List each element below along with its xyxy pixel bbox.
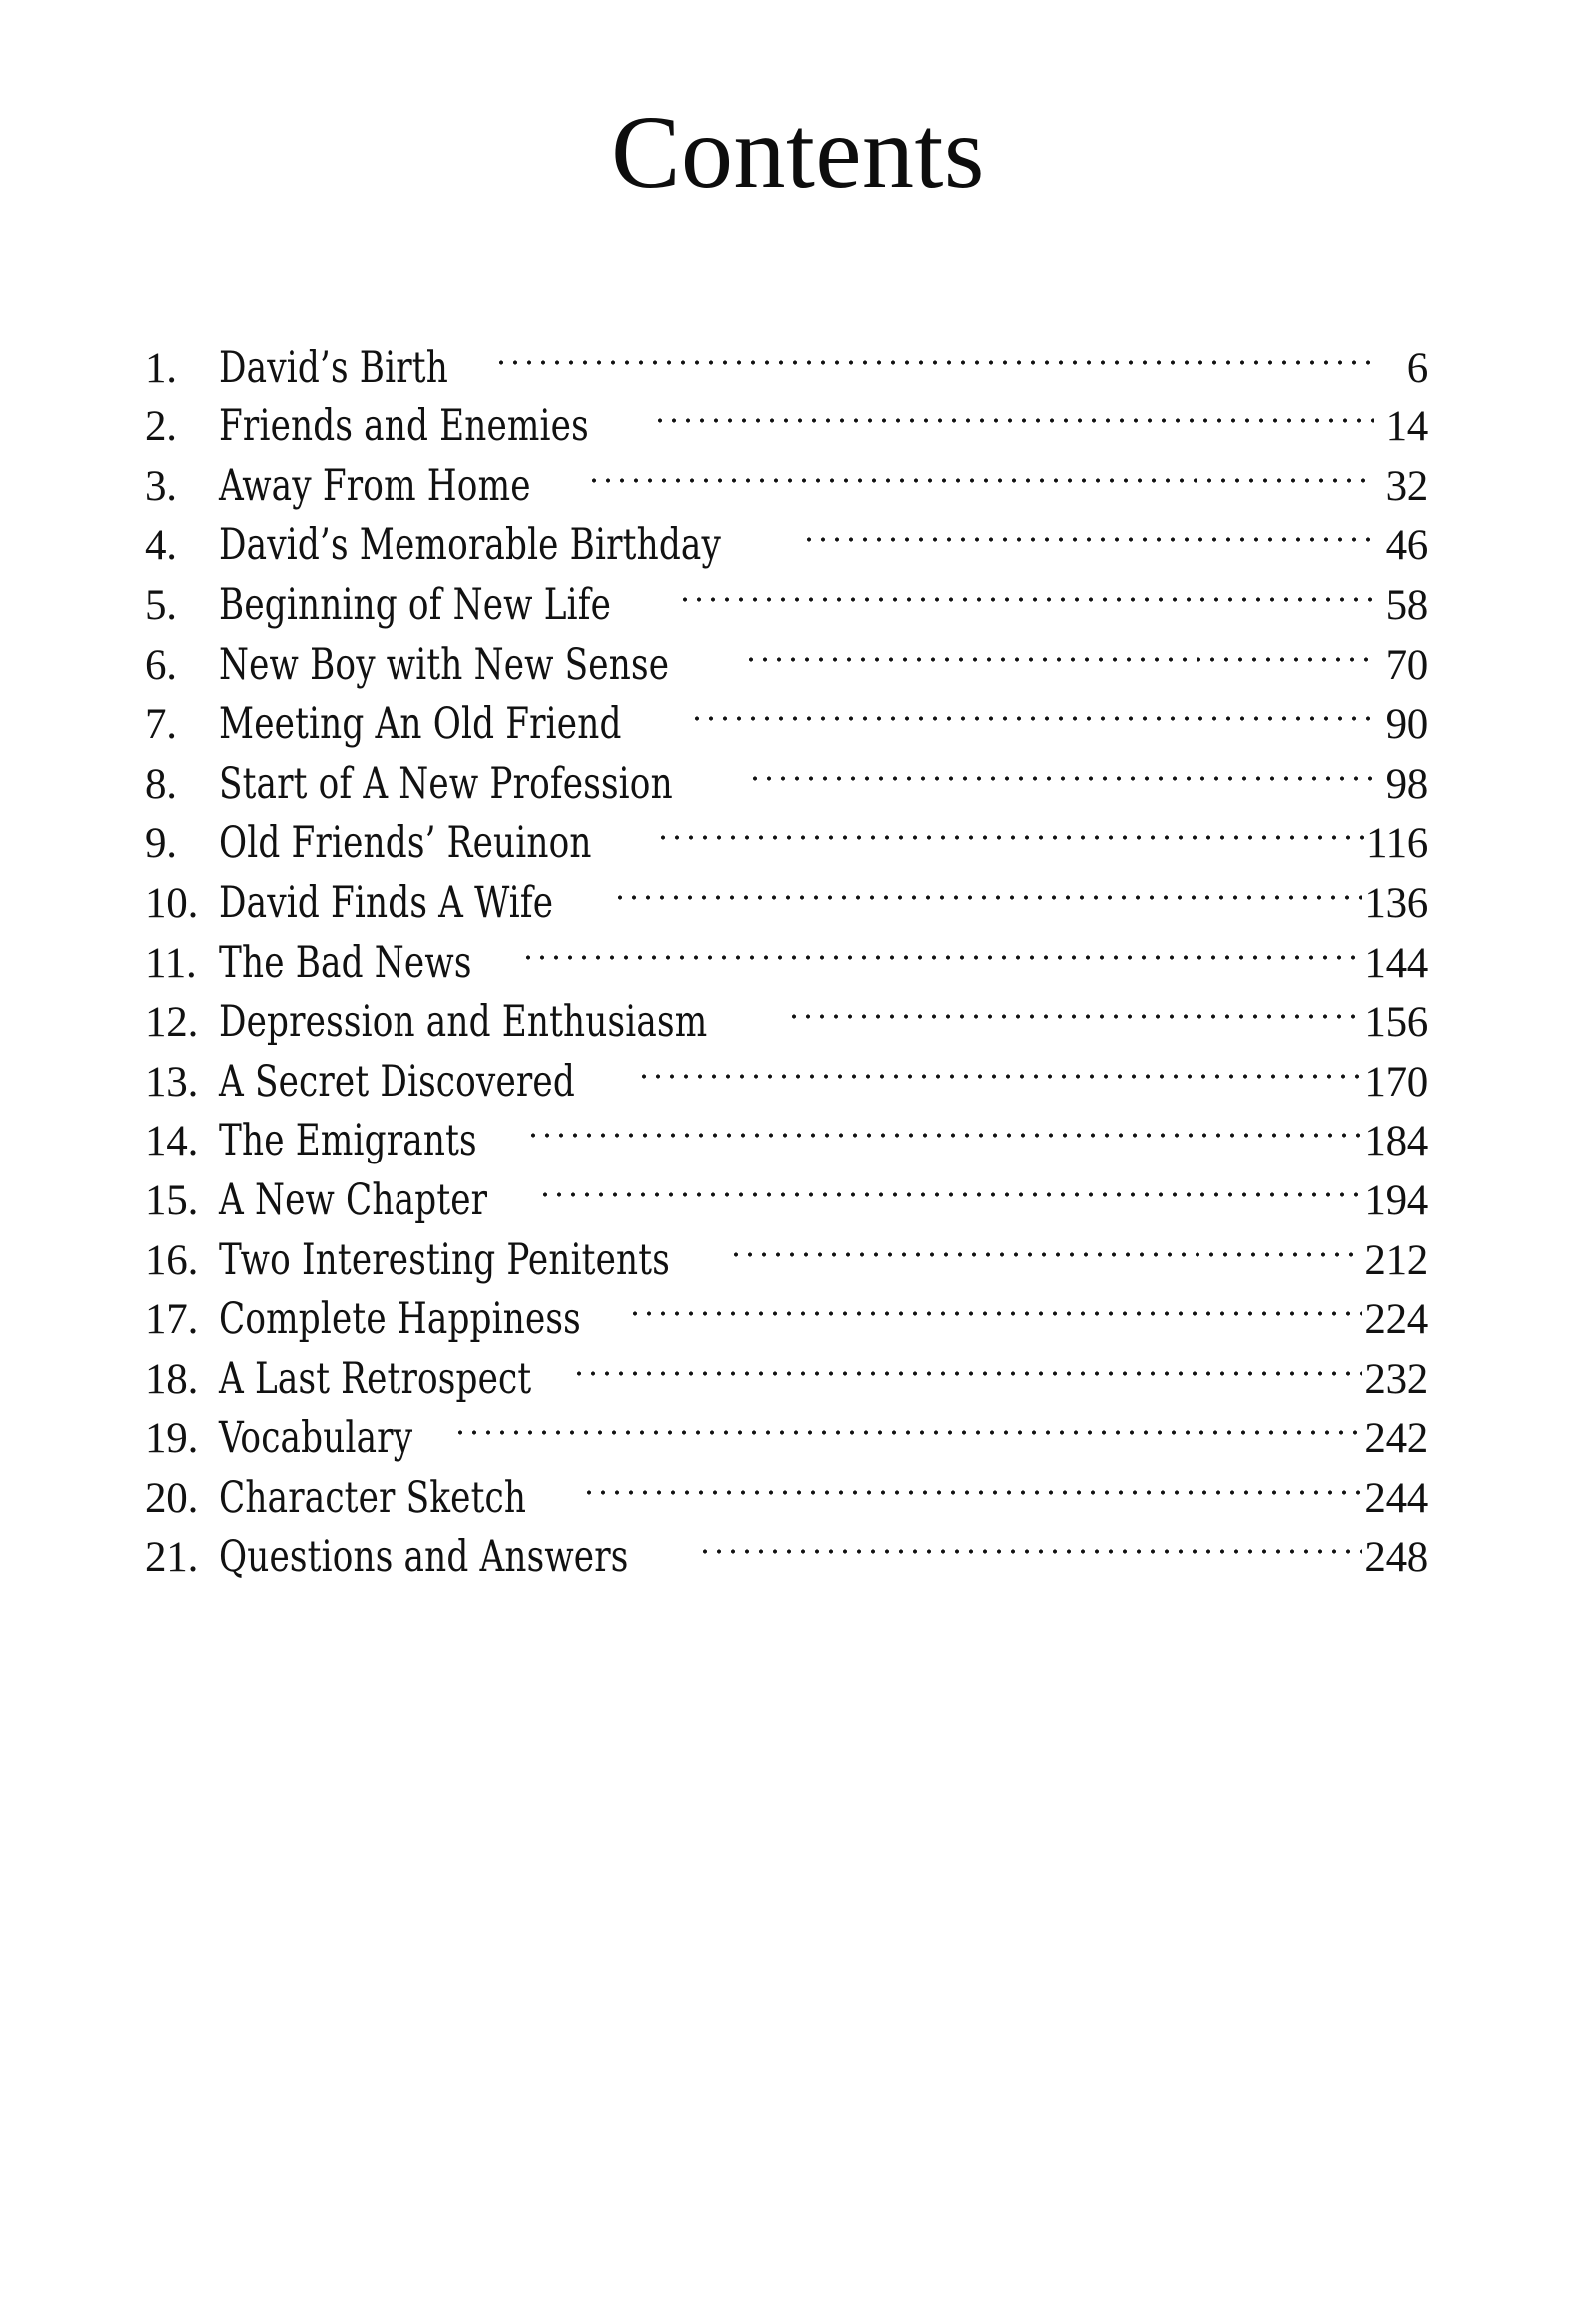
toc-entry-number: 4.: [145, 522, 177, 570]
toc-entry-title: New Boy with New Sense: [219, 639, 670, 690]
toc-entry-number: 6.: [145, 641, 177, 689]
toc-entry-page-number: 212: [1364, 1236, 1428, 1284]
toc-entry-page-number: 156: [1364, 999, 1428, 1047]
toc-dot-leader: [653, 382, 1374, 441]
toc-entry-title: Away From Home: [219, 460, 531, 511]
toc-entry-page-number: 58: [1385, 581, 1428, 629]
toc-entry-number: 11.: [145, 939, 197, 987]
toc-dot-leader: [748, 738, 1374, 798]
toc-entry-page-number: 6: [1406, 344, 1428, 391]
toc-entry-title: A Secret Discovered: [219, 1056, 575, 1107]
toc-entry-page-number: 194: [1364, 1176, 1428, 1224]
toc-dot-leader: [787, 977, 1362, 1037]
toc-dot-leader: [521, 917, 1363, 977]
toc-entry-number: 15.: [145, 1176, 199, 1224]
toc-entry-page-number: 244: [1364, 1474, 1428, 1522]
toc-entry-number: 18.: [145, 1355, 199, 1403]
toc-dot-leader: [494, 322, 1374, 382]
toc-entry-page-number: 14: [1385, 403, 1428, 451]
toc-entry-title: Depression and Enthusiasm: [219, 997, 708, 1048]
toc-entry-title: Meeting An Old Friend: [219, 699, 622, 750]
toc-entry-title: Beginning of New Life: [219, 579, 612, 630]
toc-entry-number: 7.: [145, 701, 177, 749]
toc-entry-number: 20.: [145, 1474, 199, 1522]
toc-entry-number: 13.: [145, 1058, 199, 1106]
toc-entry-number: 8.: [145, 760, 177, 808]
toc-entry-page-number: 184: [1364, 1118, 1428, 1165]
toc-dot-leader: [637, 1036, 1362, 1096]
toc-entry-page-number: 232: [1364, 1355, 1428, 1403]
toc-entry-title: Vocabulary: [219, 1413, 413, 1464]
toc-entry-number: 14.: [145, 1118, 199, 1165]
toc-entry-title: The Bad News: [219, 937, 472, 988]
toc-dot-leader: [453, 1393, 1362, 1453]
page-title: Contents: [611, 95, 985, 210]
toc-entry-title: Old Friends’ Reuinon: [219, 818, 592, 869]
toc-dot-leader: [628, 1274, 1362, 1334]
toc-entry-number: 21.: [145, 1534, 199, 1582]
toc-entry-title: Character Sketch: [219, 1472, 527, 1523]
toc-entry-number: 5.: [145, 581, 177, 629]
toc-entry-title: Complete Happiness: [219, 1294, 581, 1345]
toc-entry-page-number: 224: [1364, 1296, 1428, 1344]
toc-entry-title: David’s Memorable Birthday: [219, 520, 722, 571]
toc-dot-leader: [656, 798, 1364, 858]
toc-entry-page-number: 70: [1385, 641, 1428, 689]
toc-entry-number: 9.: [145, 820, 177, 868]
toc-entry-title: A New Chapter: [219, 1174, 488, 1225]
toc-dot-leader: [572, 1333, 1362, 1393]
toc-dot-leader: [744, 619, 1374, 679]
toc-entry-number: 1.: [145, 344, 177, 391]
toc-entry-page-number: 32: [1385, 462, 1428, 510]
toc-entry-page-number: 98: [1385, 760, 1428, 808]
toc-entry[interactable]: [145, 322, 1428, 392]
toc-entry-title: David’s Birth: [219, 342, 448, 392]
toc-dot-leader: [582, 1452, 1362, 1512]
toc-dot-leader: [587, 440, 1374, 500]
toc-entry-page-number: 116: [1365, 820, 1428, 868]
toc-entry-title: David Finds A Wife: [219, 877, 554, 928]
toc-entry-number: 12.: [145, 999, 199, 1047]
toc-dot-leader: [698, 1512, 1363, 1572]
toc-entry-page-number: 46: [1385, 522, 1428, 570]
toc-dot-leader: [729, 1214, 1363, 1274]
toc-dot-leader: [802, 500, 1374, 560]
toc-entry-number: 17.: [145, 1296, 199, 1344]
toc-entry-title: Friends and Enemies: [219, 401, 589, 452]
toc-entry-page-number: 248: [1364, 1534, 1428, 1582]
toc-entry-page-number: 242: [1364, 1415, 1428, 1463]
toc-dot-leader: [526, 1096, 1362, 1156]
toc-entry-title: The Emigrants: [219, 1116, 477, 1166]
toc-dot-leader: [538, 1155, 1362, 1214]
toc-entry-page-number: 90: [1385, 701, 1428, 749]
toc-entry-title: Start of A New Profession: [219, 758, 673, 809]
toc-dot-leader: [678, 559, 1374, 619]
toc-entry-page-number: 144: [1364, 939, 1428, 987]
toc-entry-number: 3.: [145, 462, 177, 510]
toc-entry-title: A Last Retrospect: [219, 1353, 532, 1404]
toc-entry-page-number: 136: [1364, 879, 1428, 927]
table-of-contents-list: [145, 322, 1428, 1583]
toc-entry-number: 10.: [145, 879, 199, 927]
toc-entry-title: Two Interesting Penitents: [219, 1234, 670, 1285]
toc-dot-leader: [613, 857, 1363, 917]
toc-entry-number: 19.: [145, 1415, 199, 1463]
toc-entry-title: Questions and Answers: [219, 1532, 629, 1583]
toc-dot-leader: [690, 679, 1374, 739]
toc-entry-number: 16.: [145, 1236, 199, 1284]
toc-entry-number: 2.: [145, 403, 177, 451]
toc-entry-page-number: 170: [1364, 1058, 1428, 1106]
